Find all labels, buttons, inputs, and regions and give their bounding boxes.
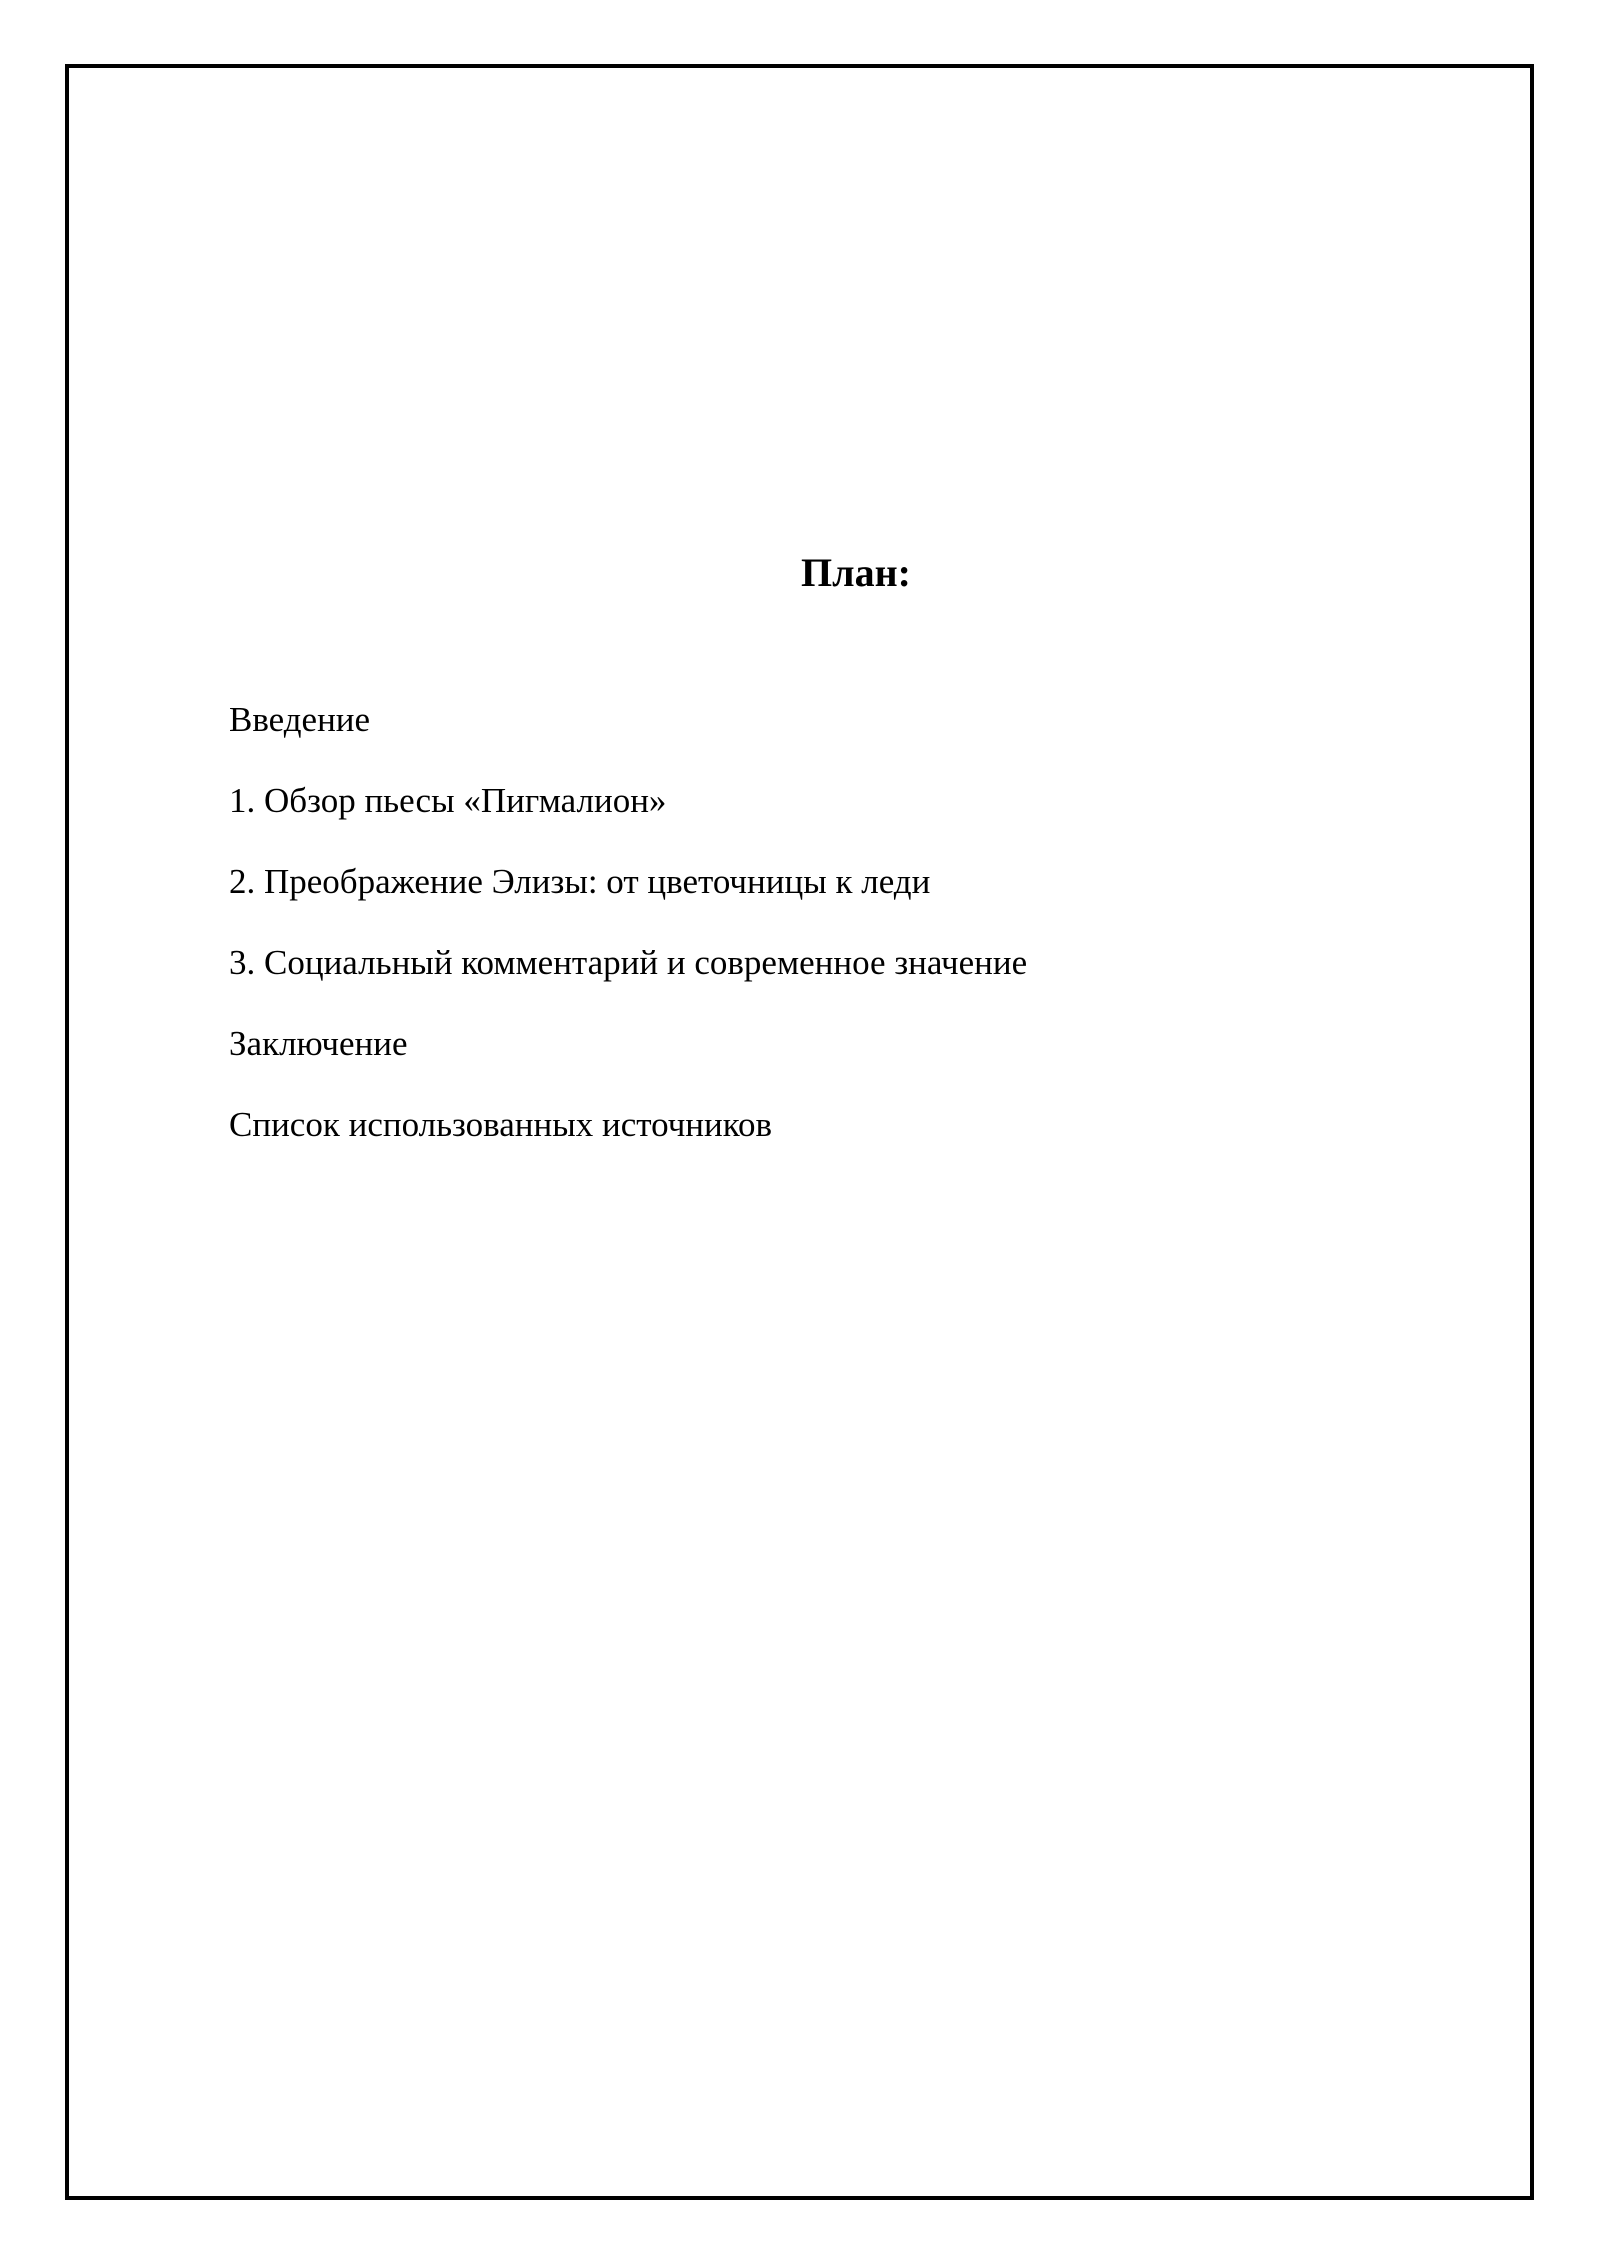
plan-item-references: Список использованных источников — [229, 1105, 773, 1144]
plan-list — [229, 695, 1027, 1181]
plan-item-section-3: 3. Социальный комментарий и современное значение — [229, 943, 1028, 982]
plan-title: План: — [801, 550, 911, 595]
plan-item-conclusion: Заключение — [229, 1024, 408, 1063]
plan-item-section-2: 2. Преображение Элизы: от цветочницы к леди — [229, 862, 931, 901]
plan-item-introduction: Введение — [229, 700, 371, 739]
plan-item-section-1: 1. Обзор пьесы «Пигмалион» — [229, 781, 667, 820]
